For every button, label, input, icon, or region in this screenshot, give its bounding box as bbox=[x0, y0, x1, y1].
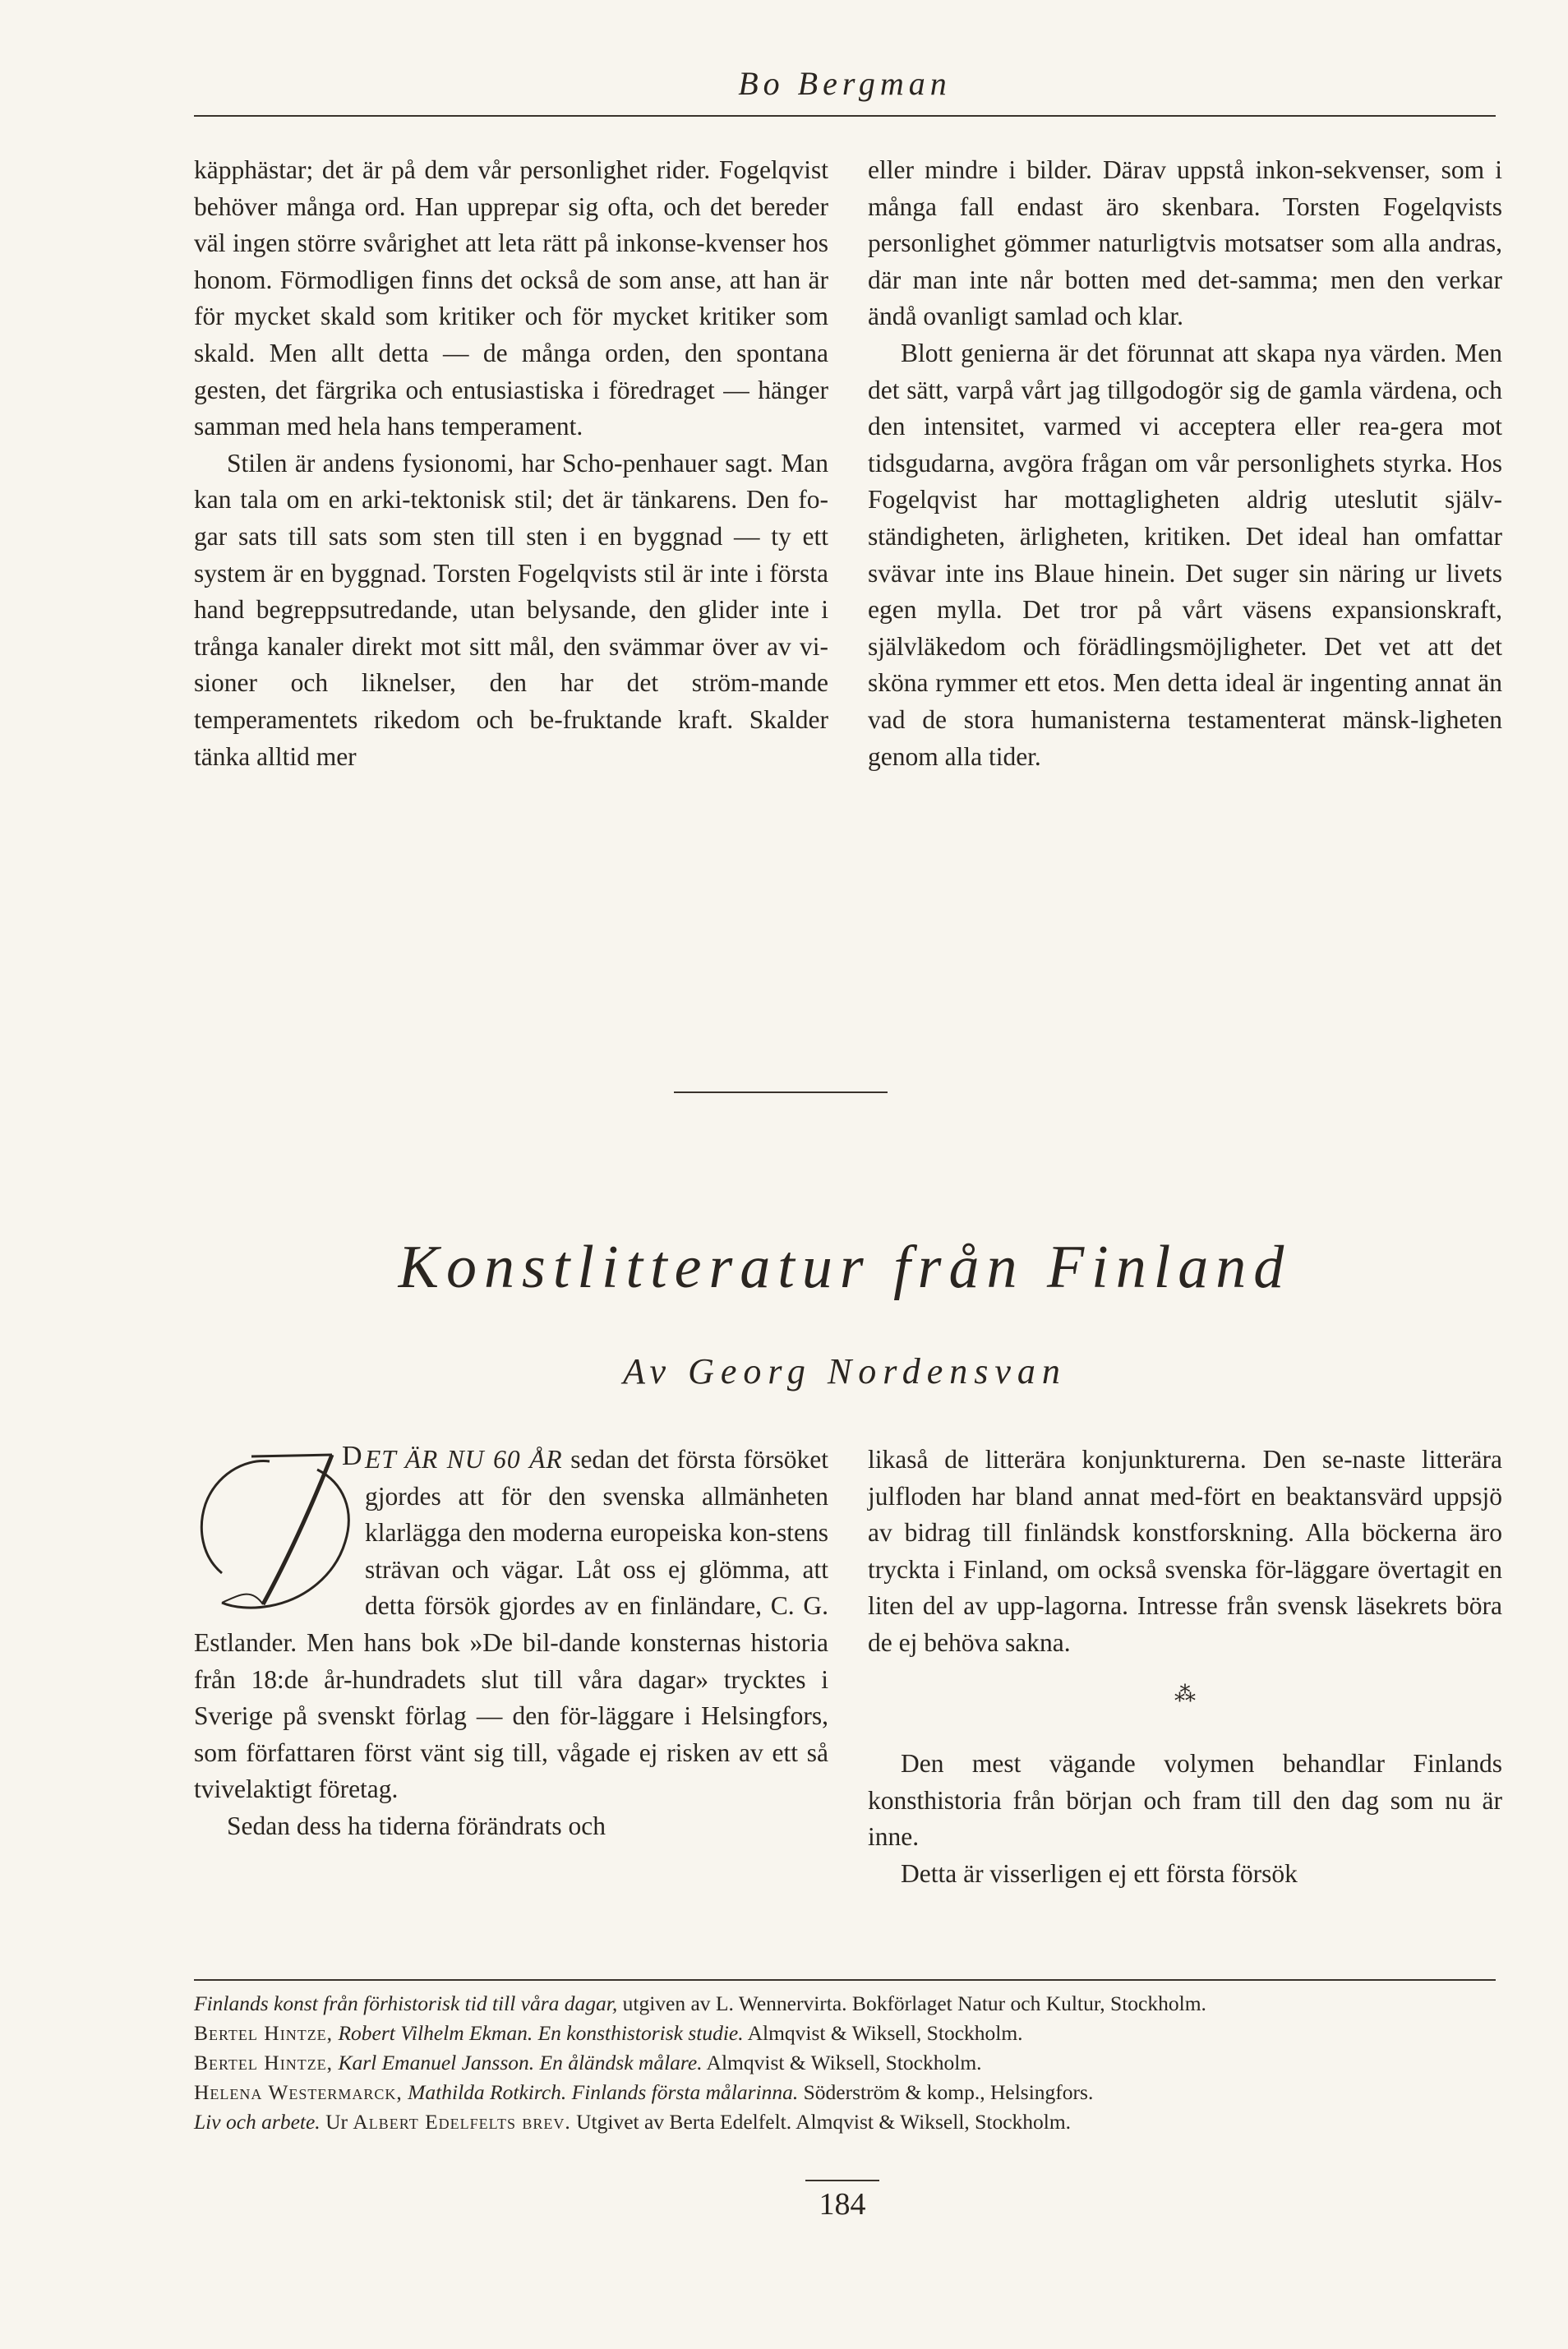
footnote bbox=[194, 2019, 1496, 2048]
footnote-author: Bertel Hintze, bbox=[194, 2021, 334, 2045]
page-number: 184 bbox=[805, 2180, 879, 2222]
top-right-column bbox=[868, 152, 1502, 775]
footnote-title: Mathilda Rotkirch. Finlands första målarinna. bbox=[402, 2080, 799, 2104]
dropcap bbox=[194, 1441, 362, 1616]
paragraph: eller mindre i bilder. Därav uppstå inkon-sekvenser, som i många fall endast äro skenbara. Torsten Fogelqvists personlighet gömmer naturligtvis motsatser som alla andras, där man inte når botten med det-samma; men den verkar ändå ovanligt samlad och klar. bbox=[868, 155, 1502, 331]
footnote-text: Utgivet av Berta Edelfelt. Almqvist & Wiksell, Stockholm. bbox=[570, 2110, 1072, 2134]
top-left-column bbox=[194, 152, 828, 775]
footnote-author: Helena Westermarck, bbox=[194, 2080, 403, 2104]
section-asterism: ⁂ bbox=[1174, 1682, 1196, 1706]
footnote-rule bbox=[194, 1979, 1496, 1981]
paragraph: Stilen är andens fysionomi, har Scho-penhauer sagt. Man kan tala om en arki-tektonisk stil; det är tänkarens. Den fo-gar sats till sats som sten till sten i en byggnad — ty ett system är en byggnad. Torsten Fogelqvists stil är inte i första hand begreppsutredande, utan belysande, den glider inte i trånga kanaler direkt mot sitt mål, den svämmar över av vi-sioner och liknelser, den har det ström-mande temperamentets rikedom och be-fruktande kraft. Skalder tänka alltid mer bbox=[194, 448, 828, 771]
footnote-author: Bertel Hintze, bbox=[194, 2051, 334, 2074]
paragraph: käpphästar; det är på dem vår personlighet rider. Fogelqvist behöver många ord. Han upprepar sig ofta, och det bereder väl ingen större svårighet att leta rätt på inkonse-kvenser hos honom. Förmodligen finns det också de som anse, att han är för mycket skald som kritiker och för mycket kritiker som skald. Men allt detta — de många orden, den spontana gesten, det färgrika och entusiastiska i föredraget — hänger samman med hela hans temperament. bbox=[194, 155, 828, 441]
footnote-author: Albert Edelfelts brev. bbox=[353, 2110, 571, 2134]
header-rule bbox=[194, 115, 1496, 117]
footnotes bbox=[194, 1989, 1496, 2137]
footnote-title: Robert Vilhelm Ekman. En konsthistorisk studie. bbox=[333, 2021, 744, 2045]
dropcap-letter-text: D bbox=[342, 1441, 362, 1471]
footnote-text: Söderström & komp., Helsingfors. bbox=[798, 2080, 1094, 2104]
footnote bbox=[194, 2107, 1496, 2137]
footnote-text: Almqvist & Wiksell, Stockholm. bbox=[743, 2021, 1023, 2045]
article-byline: Av Georg Nordensvan bbox=[623, 1351, 1067, 1391]
running-head: Bo Bergman bbox=[738, 65, 952, 102]
footnote bbox=[194, 1989, 1496, 2019]
paragraph: Blott genierna är det förunnat att skapa nya värden. Men det sätt, varpå vårt jag tillgodogör sig de gamla värdena, och den intensitet, varmed vi acceptera eller rea-gera mot tidsgudarna, avgöra frågan om vår personlighets styrka. Hos Fogelqvist har mottagligheten aldrig uteslutit själv-ständigheten, ärligheten, kritiken. Det ideal han omfattar svävar inte ins Blaue hinein. Det suger sin näring ur livets egen mylla. Det tror på vårt väsens expansionskraft, självläkedom och förädlingsmöjligheter. Det vet att det sköna rymmer ett etos. Men detta ideal är ingenting annat än vad de stora humanisterna testamenterat mänsk-ligheten genom alla tider. bbox=[868, 338, 1502, 771]
paragraph: Den mest vägande volymen behandlar Finlands konsthistoria från början och fram till den dag som nu är inne. bbox=[868, 1749, 1502, 1852]
dropcap-letter-graphic bbox=[194, 1441, 362, 1616]
article-title: Konstlitteratur från Finland bbox=[398, 1234, 1292, 1301]
paragraph: likaså de litterära konjunkturerna. Den se-naste litterära julfloden har bland annat med-fört en beaktansvärd uppsjö av bidrag till finländsk konstforskning. Alla böckerna äro tryckta i Finland, om också svenska för-läggare övertagit en liten del av upp-lagorna. Intresse från svensk läsekrets böra de ej behöva sakna. bbox=[868, 1445, 1502, 1657]
footnote-text: Ur bbox=[320, 2110, 353, 2134]
section-divider bbox=[674, 1091, 888, 1093]
opening-words: ET ÄR NU 60 ÅR bbox=[365, 1445, 563, 1474]
footnote-title: Liv och arbete. bbox=[194, 2110, 321, 2134]
opening-paragraph: sedan det första försöket gjordes att för den svenska allmänheten klarlägga den moderna europeiska kon-stens strävan och vägar. Låt oss ej glömma, att detta försök gjordes av en finländare, C. G. Estlander. Men hans bok »De bil-dande konsternas historia från 18:de år-hundradets slut till våra dagar» trycktes i Sverige på svenskt förlag — den för-läggare i Helsingfors, som författaren först vänt sig till, vågade ej risken av ett så tvivelaktigt företag. bbox=[194, 1445, 828, 1804]
footnote-title: Karl Emanuel Jansson. En åländsk målare. bbox=[333, 2051, 703, 2074]
footnote bbox=[194, 2048, 1496, 2078]
footnote bbox=[194, 2078, 1496, 2107]
article-right-column bbox=[868, 1442, 1502, 1893]
footnote-text: Almqvist & Wiksell, Stockholm. bbox=[702, 2051, 982, 2074]
footnote-text: utgiven av L. Wennervirta. Bokförlaget Natur och Kultur, Stockholm. bbox=[617, 1991, 1206, 2015]
paragraph: Sedan dess ha tiderna förändrats och bbox=[227, 1811, 606, 1840]
article-left-column bbox=[194, 1442, 828, 1845]
footnote-title: Finlands konst från förhistorisk tid till våra dagar, bbox=[194, 1991, 618, 2015]
paragraph: Detta är visserligen ej ett första försök bbox=[901, 1858, 1298, 1888]
